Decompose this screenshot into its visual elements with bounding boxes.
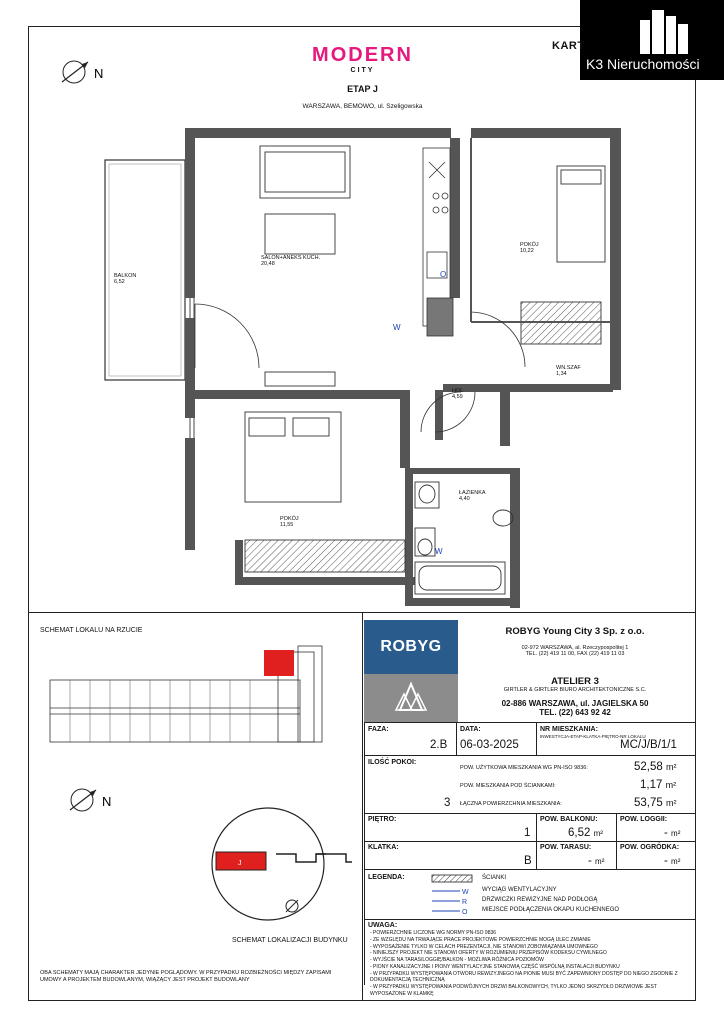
uwaga-title: UWAGA: <box>368 922 398 929</box>
balcony-outline <box>105 160 185 380</box>
pokoi-value: 3 <box>444 797 451 809</box>
architect-address: 02-886 WARSZAWA, ul. JAGIELSKA 50 <box>501 699 649 708</box>
north-letter: N <box>94 66 104 81</box>
modern-city-logo <box>300 44 425 74</box>
nr-sub: INWESTYCJA-ETAP-KLATKA-PIĘTRO-NR LOKALU <box>540 734 646 739</box>
building-location-scheme <box>206 798 356 938</box>
room-label-pokoj-1: POKÓJ 10,22 <box>520 242 539 254</box>
floor-scheme-title: SCHEMAT LOKALU NA RZUCIE <box>40 627 143 634</box>
legend-item: ŚCIANKI <box>482 875 507 881</box>
developer-address: 02-972 WARSZAWA, al. Rzeczypospolitej 1 <box>521 645 629 651</box>
legend-item: WYCIĄG WENTYLACYJNY <box>482 887 557 893</box>
disclaimer: OBA SCHEMATY MAJĄ CHARAKTER JEDYNIE POGLĄDOWY. W PRZYPADKU ROZBIEŻNOŚCI MIĘDZY ZAPISAMI UMOWY A PROJEKTEM BUDOWLANYM, WIĄŻĄCY JEST PROJEKT BUDOWLANY <box>40 970 332 984</box>
architect-name: ATELIER 3 <box>551 676 599 687</box>
building-logo-icon <box>636 6 696 54</box>
brand-watermark <box>580 0 724 80</box>
atelier-triangles-icon <box>364 674 458 722</box>
pietro-label: PIĘTRO: <box>368 816 397 823</box>
room-label-hol: HOL 4,59 <box>452 388 464 400</box>
taras-label: POW. TARASU: <box>540 844 592 851</box>
legend-title: LEGENDA: <box>368 874 405 881</box>
stage-label: ETAP J <box>347 84 378 94</box>
developer-phone: TEL. (22) 419 11 00, FAX (22) 419 11 03 <box>525 651 625 657</box>
floor-plan <box>95 122 630 612</box>
north-arrow-icon-2 <box>66 784 126 818</box>
data-label: DATA: <box>460 726 481 733</box>
vent-marker-w2: W <box>435 547 443 556</box>
building-scheme-title: SCHEMAT LOKALIZACJI BUDYNKU <box>232 937 348 944</box>
unit-marker: J <box>238 860 242 867</box>
details-grid <box>364 722 696 997</box>
robyg-logo: ROBYG <box>364 620 458 674</box>
legend-w: W <box>462 889 469 896</box>
room-label-balkon: BALKON 6,52 <box>114 273 137 285</box>
uwaga-list: - POWIERZCHNIE LICZONE WG NORMY PN-ISO 9836 - ZE WZGLĘDU NA TRWAJĄCE PRACE PROJEKTOWE POWIERZCHNIE MOGĄ ULEC ZMIANIE - WYPOSAŻENIE TYLKO W CELACH PREZENTACJI, NIE STANOWI ZOBOWIĄZANIA UMOWNEGO - NINIEJSZY PROJEKT NIE STANOWI OFERTY W ROZUMIENIU PRZEPISÓW KODEKSU CYWILNEGO - WYJŚCIE NA TARAS/LOGGIĘ/BALKON - MOŻLIWA RÓŻNICA POZIOMÓW - PIONY KANALIZACYJNE I PIONY WENTYLACYJNE STANOWIĄ CZĘŚĆ WSPÓLNĄ INSTALACJI BUDYNKU - W PRZYPADKU WYSTĘPOWANIA OTWORU REWIZYJNEGO NA PIONIE MUSI BYĆ ZAPEWNIONY DOSTĘP DO NIEGO ZGODNIE Z DOKUMENTACJĄ TECHNICZNĄ - W PRZYPADKU WYSTĘPOWANIA PODWÓJNYCH DRZWI BALKONOWYCH, TYLKO JEDNO SKRZYDŁO DRZWIOWE JEST WYPOSAŻONE W KLAMKĘ <box>370 930 678 997</box>
project-address: WARSZAWA, BEMOWO, ul. Szeligowska <box>302 103 423 110</box>
faza-label: FAZA: <box>368 726 389 733</box>
balkon-value: 6,52 m² <box>568 827 603 839</box>
room-label-pokoj-2: POKÓJ 11,55 <box>280 516 299 528</box>
pietro-value: 1 <box>524 827 531 839</box>
floor-scheme <box>48 642 348 754</box>
klatka-label: KLATKA: <box>368 844 399 851</box>
developer-name: ROBYG Young City 3 Sp. z o.o. <box>505 626 645 637</box>
developer-block <box>462 626 688 657</box>
room-label-lazienka: ŁAZIENKA 4,40 <box>459 490 486 502</box>
klatka-value: B <box>524 855 532 867</box>
column-divider <box>362 612 363 1001</box>
legend-r: R <box>462 899 468 906</box>
logo-word: MODERN <box>312 44 413 66</box>
architect-block <box>462 676 688 717</box>
logo-sub: CITY <box>350 67 375 74</box>
legend-o: O <box>462 909 468 916</box>
north-letter-2: N <box>102 794 112 809</box>
atelier-logo <box>364 674 458 722</box>
nr-value: MC/J/B/1/1 <box>620 739 677 751</box>
legend-symbols <box>430 873 476 919</box>
room-label-wn-szaf: WN.SZAF 1,34 <box>556 365 581 377</box>
ogrodek-value: - m² <box>664 855 681 867</box>
loggia-label: POW. LOGGII: <box>620 816 668 823</box>
laczna-value: 53,75 m² <box>634 797 677 809</box>
ogrodek-label: POW. OGRÓDKA: <box>620 844 680 851</box>
balkon-label: POW. BALKONU: <box>540 816 598 823</box>
uzytkowa-value: 52,58 m² <box>634 761 677 773</box>
pod-sciankami-value: 1,17 m² <box>640 779 677 791</box>
uzytkowa-label: POW. UŻYTKOWA MIESZKANIA WG PN-ISO 9836: <box>460 765 588 771</box>
card-label: KART <box>552 40 585 52</box>
north-arrow-icon <box>58 56 114 90</box>
loggia-value: - m² <box>664 827 681 839</box>
hood-marker-o: O <box>440 270 447 279</box>
brand-name: K3 Nieruchomości <box>586 56 700 72</box>
pod-sciankami-label: POW. MIESZKANIA POD ŚCIANKAMI: <box>460 783 556 789</box>
laczna-label: ŁĄCZNA POWIERZCHNIA MIESZKANIA: <box>460 801 562 807</box>
pokoi-label: ILOŚĆ POKOI: <box>368 759 417 766</box>
unit-highlight <box>264 650 294 676</box>
architect-phone: TEL. (22) 643 92 42 <box>539 708 611 717</box>
nr-label: NR MIESZKANIA: <box>540 726 598 733</box>
legend-item: DRZWICZKI REWIZYJNE NAD PODŁOGĄ <box>482 897 598 903</box>
vent-marker-w1: W <box>393 323 401 332</box>
architect-sub: GIRTLER & GIRTLER BIURO ARCHITEKTONICZNE S.C. <box>503 687 647 693</box>
faza-value: 2.B <box>430 739 448 751</box>
legend-item: MIEJSCE PODŁĄCZENIA OKAPU KUCHENNEGO <box>482 907 620 913</box>
data-value: 06-03-2025 <box>460 739 519 751</box>
taras-value: - m² <box>588 855 605 867</box>
room-label-salon: SALON+ANEKS KUCH. 20,48 <box>261 255 321 267</box>
